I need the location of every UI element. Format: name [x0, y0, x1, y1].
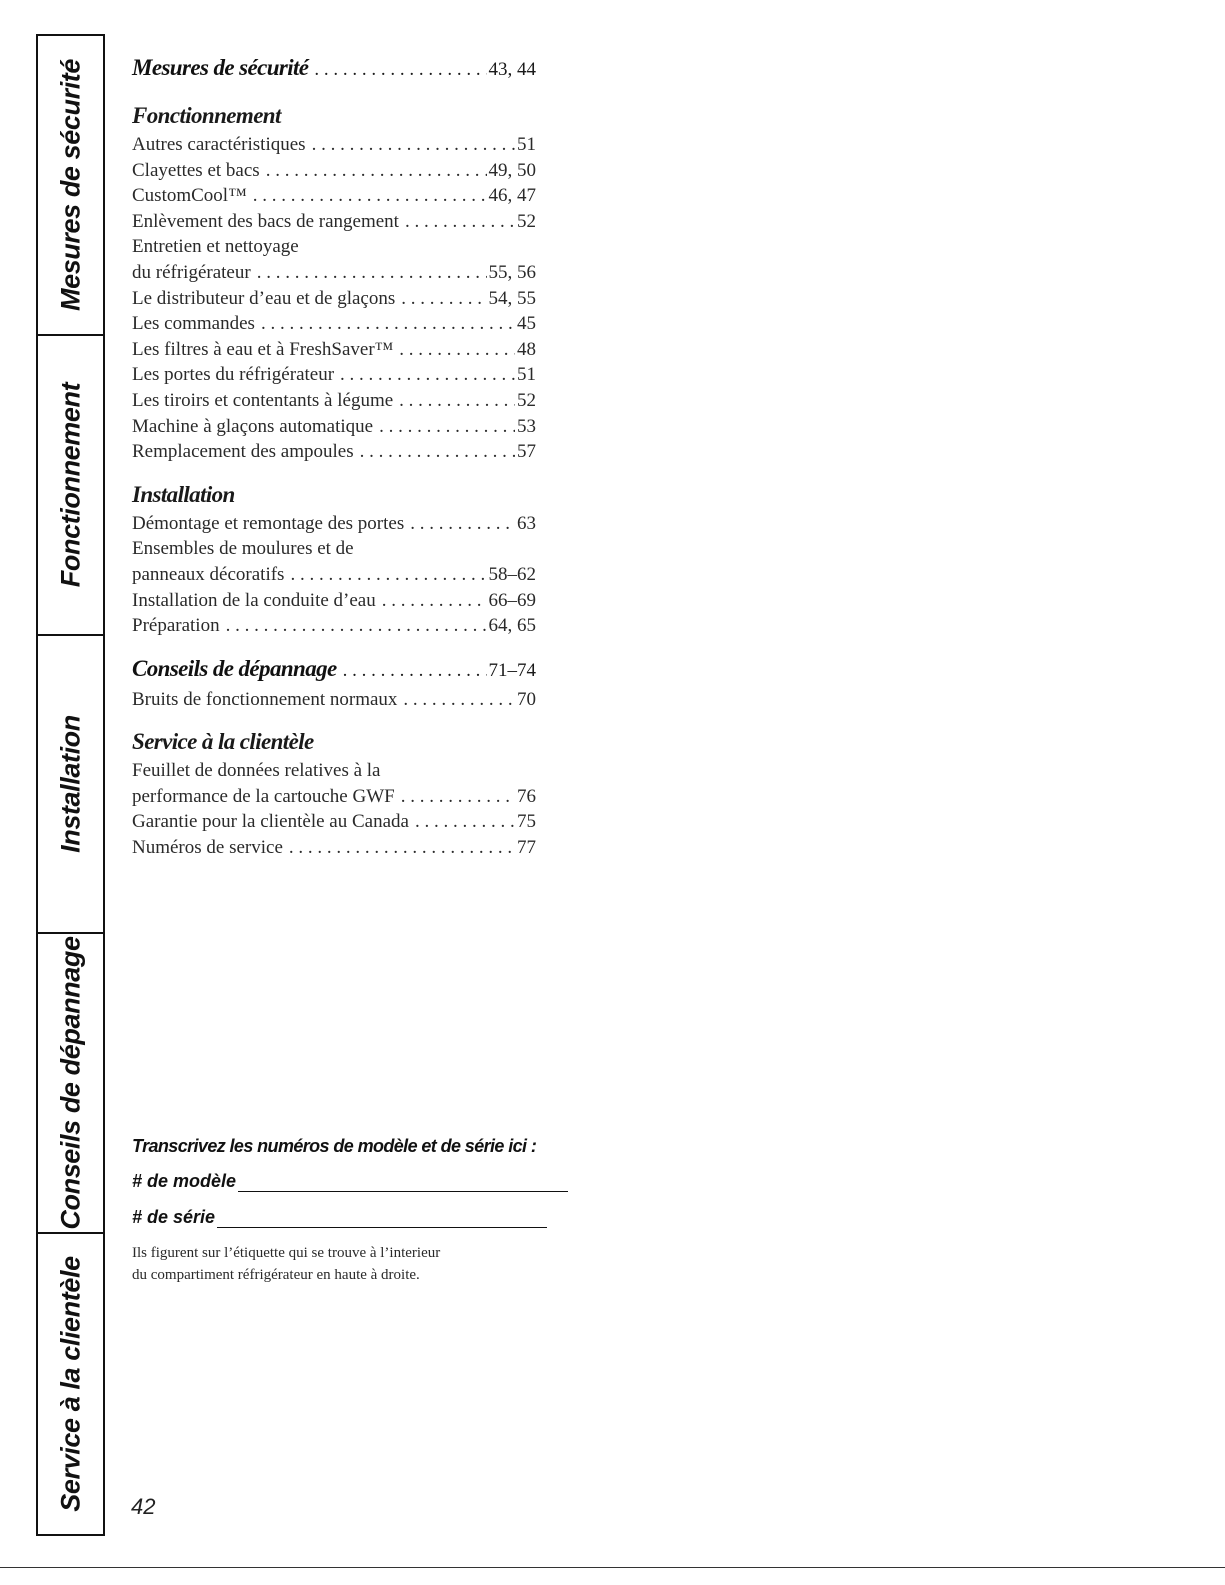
side-tab-customer-service[interactable] [38, 1234, 103, 1534]
toc-entry[interactable]: Autres caractéristiques . . . 51 [132, 132, 536, 158]
page-ref: 52 [517, 389, 536, 411]
side-tab-installation[interactable] [38, 636, 103, 934]
side-tab-label: Service à la clientèle [55, 1256, 85, 1512]
toc-entry[interactable]: Les filtres à eau et à FreshSaver™ . . . 48 [132, 337, 536, 363]
page-ref: 64, 65 [488, 615, 536, 637]
toc-entry[interactable] [132, 653, 536, 687]
side-tab-label: Conseils de dépannage [55, 936, 85, 1230]
toc-entry[interactable] [132, 52, 536, 86]
page-ref: 52 [517, 210, 536, 232]
page-ref: 55, 56 [488, 261, 536, 283]
side-tab-safety[interactable] [38, 36, 103, 336]
toc-entry[interactable]: Entretien et nettoyage du réfrigérateur . . . 55, 56 [132, 234, 536, 285]
toc-entry[interactable]: Clayettes et bacs . . . 49, 50 [132, 158, 536, 184]
toc-entry[interactable]: Préparation . . . 64, 65 [132, 613, 536, 639]
section-heading: Mesures de sécurité [132, 55, 309, 80]
toc-entry[interactable]: Les commandes . . . 45 [132, 311, 536, 337]
record-title: Transcrivez les numéros de modèle et de série ici : [132, 1136, 537, 1156]
toc-entry[interactable]: CustomCool™ . . . 46, 47 [132, 183, 536, 209]
serial-number-blank[interactable] [217, 1209, 547, 1228]
page-ref: 66–69 [488, 589, 536, 611]
toc-section-troubleshooting [132, 653, 536, 713]
side-tab-troubleshooting[interactable] [38, 934, 103, 1234]
page-ref: 54, 55 [488, 287, 536, 309]
page-ref: 77 [517, 837, 536, 859]
page-ref: 71–74 [488, 659, 536, 681]
page-ref: 49, 50 [488, 159, 536, 181]
toc-entry[interactable]: Remplacement des ampoules . . . 57 [132, 439, 536, 465]
toc-section-operation [132, 100, 536, 465]
model-number-label: # de modèle [132, 1171, 237, 1191]
page-ref: 63 [517, 512, 536, 534]
toc-entry[interactable]: Les portes du réfrigérateur . . . 51 [132, 362, 536, 388]
page-ref: 46, 47 [488, 185, 536, 207]
toc-section-safety [132, 52, 536, 86]
toc-entry[interactable]: Bruits de fonctionnement normaux . . . 70 [132, 687, 536, 713]
side-tab-operation[interactable] [38, 336, 103, 636]
side-tab-label: Fonctionnement [55, 382, 85, 588]
toc-entry[interactable]: Les tiroirs et contentants à légume . . . 52 [132, 388, 536, 414]
page-ref: 58–62 [488, 563, 536, 585]
toc-entry[interactable]: Démontage et remontage des portes . . . 63 [132, 511, 536, 537]
side-tab-label: Installation [55, 715, 85, 853]
toc-entry[interactable]: Le distributeur d’eau et de glaçons . . . 54, 55 [132, 286, 536, 312]
toc-section-customer-service [132, 726, 536, 860]
page-ref: 51 [517, 134, 536, 155]
page-number: 42 [131, 1494, 156, 1519]
toc-entry[interactable]: Garantie pour la clientèle au Canada . . . 75 [132, 809, 536, 835]
section-heading: Conseils de dépannage [132, 655, 337, 681]
toc-section-installation [132, 479, 536, 639]
record-note: Ils figurent sur l’étiquette qui se trouve à l’interieur du compartiment réfrigérateur en haute à droite. [132, 1245, 441, 1283]
toc-entry[interactable]: Ensembles de moulures et de panneaux décoratifs . . . 58–62 [132, 536, 536, 587]
model-number-field[interactable] [132, 1170, 572, 1192]
page-ref: 75 [517, 811, 536, 833]
serial-number-field[interactable] [132, 1206, 572, 1228]
toc-entry[interactable]: Numéros de service . . . 77 [132, 835, 536, 861]
page-ref: 43, 44 [488, 59, 536, 80]
model-serial-record [132, 1136, 572, 1286]
bottom-rule [0, 1567, 1225, 1568]
toc-entry[interactable]: Installation de la conduite d’eau . . . 66–69 [132, 588, 536, 614]
table-of-contents [132, 52, 536, 875]
serial-number-label: # de série [132, 1207, 216, 1227]
toc-entry[interactable]: Machine à glaçons automatique . . . 53 [132, 414, 536, 440]
model-number-blank[interactable] [238, 1173, 568, 1192]
page-ref: 70 [517, 688, 536, 710]
side-tab-strip [36, 34, 105, 1536]
page-ref: 76 [517, 785, 536, 807]
section-heading: Fonctionnement [132, 103, 281, 128]
page-ref: 45 [517, 313, 536, 335]
side-tab-label: Mesures de sécurité [55, 58, 85, 312]
page-ref: 51 [517, 364, 536, 386]
page-ref: 57 [517, 441, 536, 463]
page-ref: 48 [517, 338, 536, 360]
toc-entry[interactable]: Feuillet de données relatives à la performance de la cartouche GWF . . . 76 [132, 758, 536, 809]
page-ref: 53 [517, 415, 536, 437]
toc-entry[interactable]: Enlèvement des bacs de rangement . . . 52 [132, 209, 536, 235]
section-heading: Service à la clientèle [132, 729, 314, 755]
section-heading: Installation [132, 481, 235, 507]
